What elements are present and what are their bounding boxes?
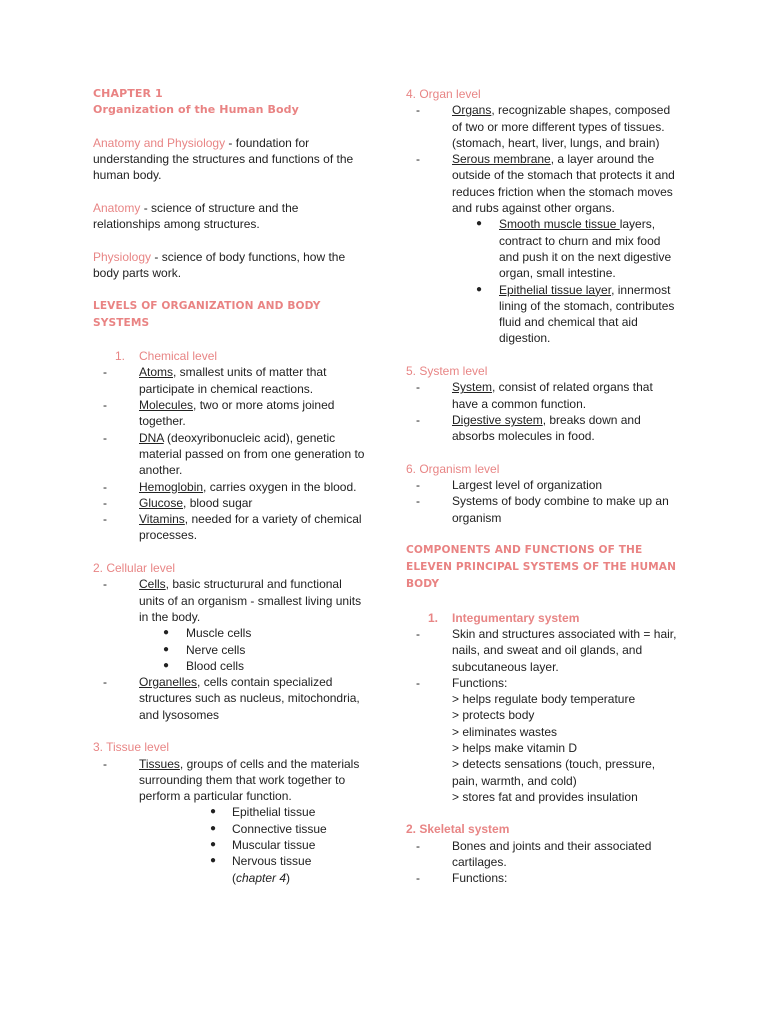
list-item: - Tissues, groups of cells and the materials surrounding them that work together to perform a particular function. (103, 756, 360, 804)
list-item: - Molecules, two or more atoms joined together. (103, 398, 335, 429)
list-marker: - (416, 380, 420, 395)
levels-heading: LEVELS OF ORGANIZATION AND BODY SYSTEMS (93, 299, 321, 329)
system-level-title: 5. System level (406, 364, 488, 379)
list-item: - Atoms, smallest units of matter that participate in chemical reactions. (103, 365, 327, 396)
list-marker: - (103, 479, 107, 494)
list-marker: - (103, 495, 107, 510)
list-marker: - (416, 871, 420, 886)
integumentary-title: 1. Integumentary system (428, 610, 580, 625)
list-item: - Systems of body combine to make up an organism (416, 494, 669, 525)
list-item: ● Smooth muscle tissue layers, contract to churn and mix food and push it on the next digestive organ, small intestine. (476, 217, 672, 281)
list-marker: - (416, 478, 420, 493)
list-marker: - (103, 430, 107, 445)
tissue-level-title: 3. Tissue level (93, 740, 170, 755)
list-marker: - (103, 512, 107, 527)
definition-text: - science of structure and the relationships among structures. (93, 201, 299, 232)
right-column (406, 86, 682, 887)
organ-level-title: 4. Organ level (406, 87, 481, 101)
list-item: - System, consist of related organs that have a common function. (416, 380, 653, 411)
list-marker: - (416, 412, 420, 427)
list-marker: ● (210, 855, 217, 867)
left-column (93, 86, 365, 886)
list-item: ● Connective tissue (210, 821, 327, 836)
components-heading: COMPONENTS AND FUNCTIONS OF THE ELEVEN PRINCIPAL SYSTEMS OF THE HUMAN BODY (406, 544, 677, 591)
list-marker: ● (476, 283, 483, 295)
list-item: ● Epithelial tissue (210, 805, 316, 820)
list-item: - Skin and structures associated with = hair, nails, and sweat and oil glands, and subcutaneous layer. (416, 626, 677, 674)
chemical-level-title: 1. Chemical level (115, 349, 218, 364)
definition-anatomy-physiology (93, 135, 365, 184)
list-marker: - (416, 675, 420, 690)
term-anatomy-physiology: Anatomy and Physiology (93, 135, 226, 150)
list-marker: - (416, 626, 420, 641)
list-marker: - (103, 398, 107, 413)
definition-text: - foundation for understanding the structures and functions of the human body. (93, 135, 354, 183)
list-item: - Serous membrane, a layer around the outside of the stomach that protects it and reduces friction when the stomach moves and rubs against other organs. (416, 152, 675, 216)
skeletal-title: 2. Skeletal system (406, 822, 510, 837)
list-item: - Vitamins, needed for a variety of chemical processes. (103, 512, 362, 543)
list-marker: ● (210, 839, 217, 851)
term-physiology: Physiology (93, 249, 152, 264)
list-item: ● Nerve cells (163, 642, 246, 657)
list-item: ● Muscle cells (163, 626, 252, 641)
list-item: - Bones and joints and their associated cartilages. (416, 838, 652, 870)
list-marker: - (416, 103, 420, 118)
list-item: - Cells, basic structurural and functional units of an organism - smallest living units in the body. (103, 577, 362, 624)
function-line: > protects body (452, 708, 535, 723)
list-item: ● Blood cells (163, 658, 245, 673)
list-item: - Organelles, cells contain specialized structures such as nucleus, mitochondria, and lysosomes (103, 675, 360, 722)
cellular-level-title: 2. Cellular level (93, 561, 176, 576)
term-anatomy: Anatomy (93, 201, 141, 216)
list-marker: - (103, 365, 107, 380)
list-item: - Functions: (416, 871, 508, 886)
list-item: ● Epithelial tissue layer, innermost lining of the stomach, contributes fluid and chemical that aid digestion. (476, 282, 675, 346)
definition-text: - science of body functions, how the body parts work. (93, 249, 346, 281)
list-item: - Glucose, blood sugar (103, 495, 253, 510)
list-marker: 1. (428, 610, 439, 625)
list-marker: - (416, 838, 420, 853)
list-marker: - (416, 494, 420, 509)
function-line: > stores fat and provides insulation (452, 789, 638, 804)
list-marker: - (103, 756, 107, 771)
list-item: - Largest level of organization (416, 478, 603, 493)
list-marker: - (103, 577, 107, 592)
list-marker: ● (163, 627, 170, 639)
chapter-title: Organization of the Human Body (93, 103, 299, 117)
chapter-label: CHAPTER 1 (93, 87, 163, 100)
chapter-reference: chapter 4 (236, 870, 287, 885)
list-item: - Digestive system, breaks down and absorbs molecules in food. (416, 412, 641, 444)
function-line: > eliminates wastes (452, 724, 558, 739)
organism-level-title: 6. Organism level (406, 461, 500, 476)
list-marker: 1. (115, 349, 126, 364)
list-marker: ● (210, 822, 217, 834)
function-line: > helps make vitamin D (452, 740, 578, 755)
list-marker: ● (163, 643, 170, 655)
list-item: - Organs, recognizable shapes, composed of two or more different types of tissues. (stomach, heart, liver, lungs, and brain) (416, 103, 671, 150)
function-line: > helps regulate body temperature (452, 692, 636, 707)
definition-physiology (93, 249, 365, 282)
list-item: - DNA (deoxyribonucleic acid), genetic material passed on from one generation to another. (103, 430, 365, 478)
list-marker: - (103, 675, 107, 690)
list-marker: ● (476, 218, 483, 230)
list-item: ● Nervous tissue (chapter 4) (210, 854, 312, 885)
list-item: ● Muscular tissue (210, 838, 316, 853)
list-marker: ● (163, 659, 170, 671)
list-item: - Functions: (416, 675, 508, 690)
function-line: > detects sensations (touch, pressure, pain, warmth, and cold) (452, 757, 656, 788)
list-marker: - (416, 152, 420, 167)
definition-anatomy (93, 200, 365, 233)
list-item: - Hemoglobin, carries oxygen in the blood. (103, 479, 357, 494)
list-marker: ● (210, 806, 217, 818)
